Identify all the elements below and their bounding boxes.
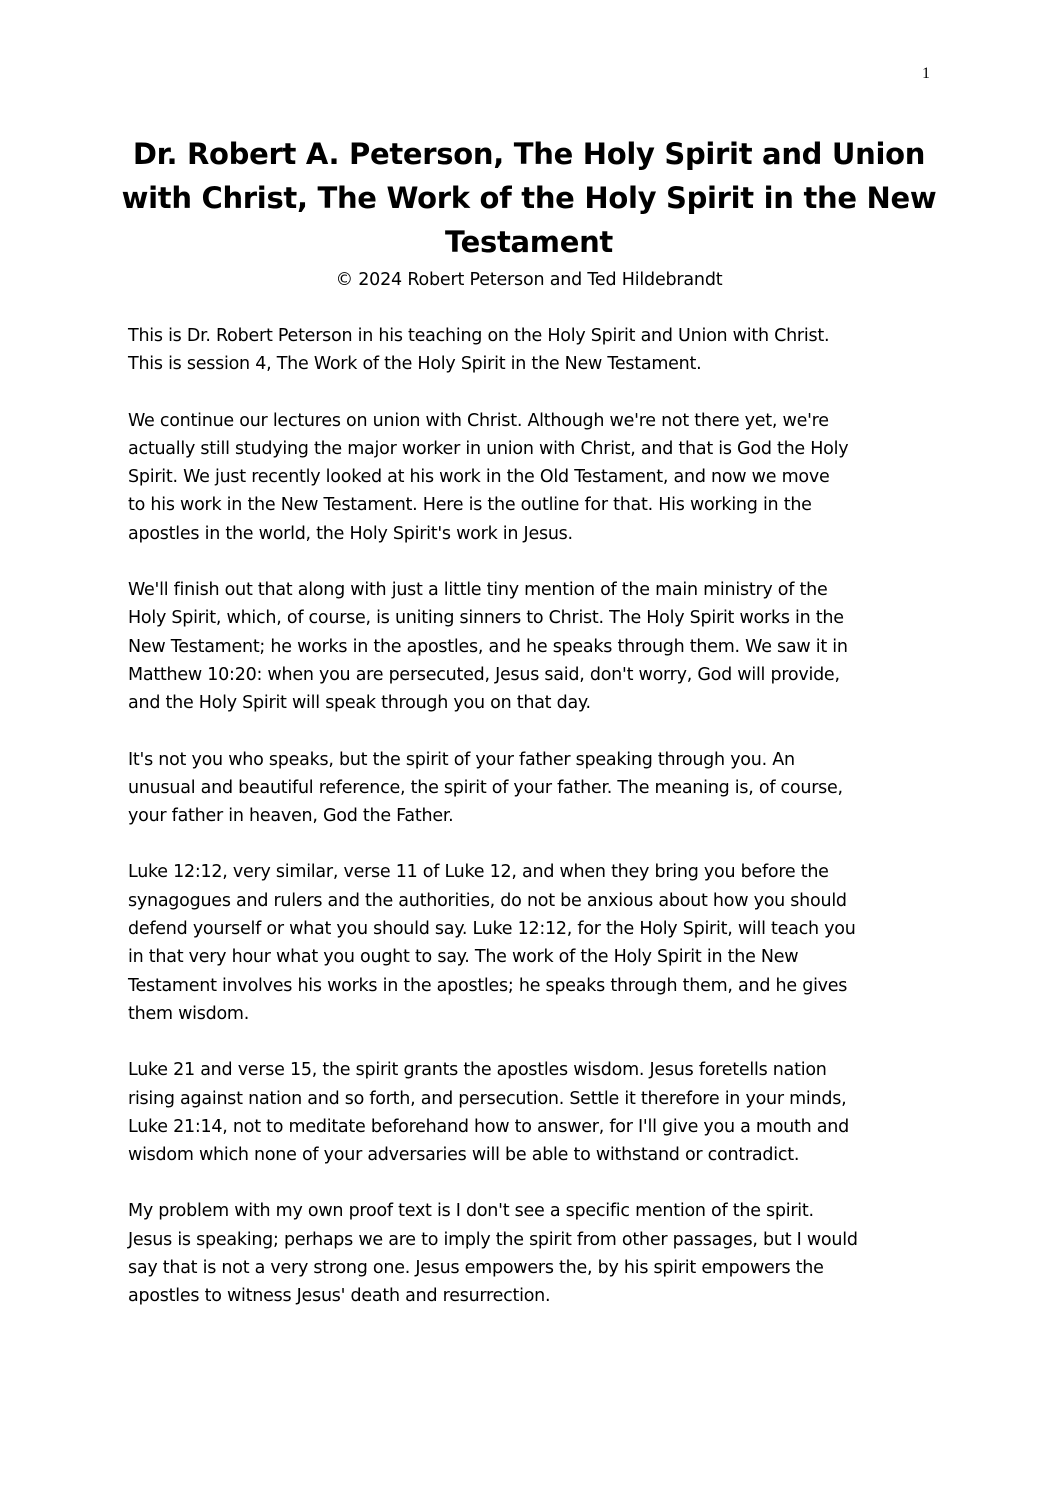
paragraph: Luke 21 and verse 15, the spirit grants the apostles wisdom. Jesus foretells nation rising against nation and so forth, and persecution. Settle it therefore in your minds, Luke 21:14, not to meditate beforehand how to answer, for I'll give you a mouth and wisdom which none of your adversaries will be able to withstand or contradict. bbox=[128, 1060, 849, 1166]
paragraph: It's not you who speaks, but the spirit of your father speaking through you. An unusual and beautiful reference, the spirit of your father. The meaning is, of course, your father in heaven, God the Father. bbox=[128, 749, 843, 827]
copyright-line: © 2024 Robert Peterson and Ted Hildebrandt bbox=[335, 270, 723, 290]
document-title: Dr. Robert A. Peterson, The Holy Spirit and Union with Christ, The Work of the Holy Spirit in the New Testament bbox=[121, 137, 937, 259]
paragraph: We continue our lectures on union with Christ. Although we're not there yet, we're actually still studying the major worker in union with Christ, and that is God the Holy Spirit. We just recently looked at his work in the Old Testament, and now we move to his work in the New Testament. Here is the outline for that. His working in the apostles in the world, the Holy Spirit's work in Jesus. bbox=[128, 410, 849, 544]
paragraph: This is Dr. Robert Peterson in his teaching on the Holy Spirit and Union with Christ. This is session 4, The Work of the Holy Spirit in the New Testament. bbox=[128, 326, 830, 375]
paragraph: We'll finish out that along with just a little tiny mention of the main ministry of the Holy Spirit, which, of course, is uniting sinners to Christ. The Holy Spirit works in the New Testament; he works in the apostles, and he speaks through them. We saw it in Matthew 10:20: when you are persecuted, Jesus said, don't worry, God will provide, and the Holy Spirit will speak through you on that day. bbox=[128, 580, 848, 714]
paragraph: My problem with my own proof text is I don't see a specific mention of the spirit. Jesus is speaking; perhaps we are to imply the spirit from other passages, but I would say that is not a very strong one. Jesus empowers the, by his spirit empowers the apostles to witness Jesus' death and resurrection. bbox=[128, 1201, 858, 1307]
document-body bbox=[128, 322, 948, 1339]
page-number: 1 bbox=[922, 65, 930, 82]
paragraph: Luke 12:12, very similar, verse 11 of Luke 12, and when they bring you before the synagogues and rulers and the authorities, do not be anxious about how you should defend yourself or what you should say. Luke 12:12, for the Holy Spirit, will teach you in that very hour what you ought to say. The work of the Holy Spirit in the New Testament involves his works in the apostles; he speaks through them, and he gives them wisdom. bbox=[128, 862, 856, 1024]
